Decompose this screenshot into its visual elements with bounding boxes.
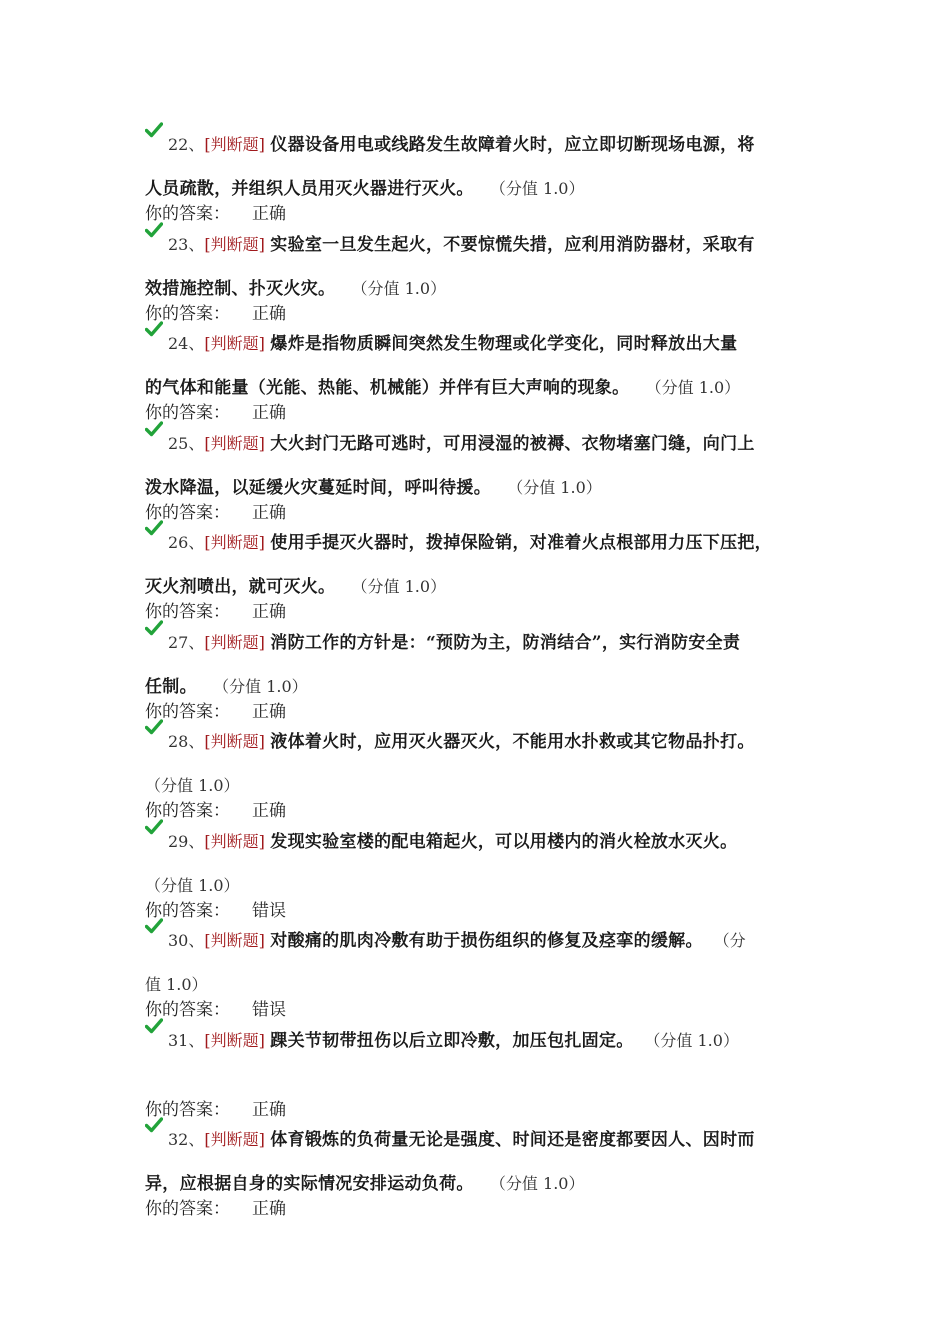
question-second-line [145, 873, 240, 899]
answer-label: 你的答案： [145, 1000, 230, 1020]
question-type-label: [判断题] [204, 633, 265, 652]
question-header [168, 928, 746, 954]
answer-value: 正确 [252, 204, 286, 224]
question-first-line [145, 530, 825, 556]
question-number: 28、 [168, 732, 205, 751]
question-score: （分值 1.0） [507, 478, 602, 497]
checkmark-icon [145, 1117, 163, 1133]
answer-label: 你的答案： [145, 801, 230, 821]
question-header [168, 829, 737, 855]
answer-label: 你的答案： [145, 1100, 230, 1120]
question-first-line [145, 331, 825, 357]
answer-value: 正确 [252, 304, 286, 324]
question-text-line2: 效措施控制、扑灭火灾。 [145, 279, 336, 299]
question-text-line1: 体育锻炼的负荷量无论是强度、时间还是密度都要因人、因时而 [270, 1130, 755, 1150]
question-score: （分值 1.0） [645, 378, 741, 397]
answer-value: 错误 [252, 1000, 286, 1020]
checkmark-icon [145, 1018, 163, 1034]
checkmark-icon [145, 222, 163, 238]
answer-line [145, 501, 286, 525]
question-text-line2: 人员疏散，并组织人员用灭火器进行灭火。 [145, 179, 474, 199]
question-first-line [145, 431, 825, 457]
answer-line [145, 401, 286, 425]
question-header [168, 331, 737, 357]
question-item [145, 530, 825, 626]
answer-line [145, 1098, 286, 1122]
question-number: 24、 [168, 334, 205, 353]
answer-line [145, 899, 286, 923]
question-number: 32、 [168, 1130, 205, 1149]
question-text-line2: 灭火剂喷出，就可灭火。 [145, 577, 336, 597]
question-score: （分值 1.0） [145, 876, 240, 895]
question-text-line1: 爆炸是指物质瞬间突然发生物理或化学变化，同时释放出大量 [270, 334, 738, 354]
question-first-line [145, 132, 825, 158]
question-text-line1: 液体着火时，应用灭火器灭火，不能用水扑救或其它物品扑打。 [270, 732, 755, 752]
question-text-line2: 的气体和能量（光能、热能、机械能）并伴有巨大声响的现象。 [145, 378, 630, 398]
question-item [145, 829, 825, 925]
answer-label: 你的答案： [145, 901, 230, 921]
question-type-label: [判断题] [204, 334, 265, 353]
checkmark-icon [145, 719, 163, 735]
question-item [145, 331, 825, 427]
question-item [145, 1127, 825, 1223]
question-text-line1: 使用手提灭火器时，拨掉保险销，对准着火点根部用力压下压把， [270, 533, 772, 553]
question-second-line [145, 972, 208, 998]
question-second-line [145, 773, 240, 799]
question-score: （分值 1.0） [644, 1031, 739, 1050]
answer-label: 你的答案： [145, 702, 230, 722]
question-text-line1: 大火封门无路可逃时，可用浸湿的被褥、衣物堵塞门缝，向门上 [270, 434, 755, 454]
answer-line [145, 202, 286, 226]
answer-value: 正确 [252, 503, 286, 523]
question-number: 29、 [168, 832, 205, 851]
question-number: 31、 [168, 1031, 205, 1050]
question-text-line1: 仪器设备用电或线路发生故障着火时，应立即切断现场电源，将 [270, 135, 755, 155]
question-header [168, 729, 755, 755]
checkmark-icon [145, 520, 163, 536]
question-type-label: [判断题] [204, 434, 265, 453]
question-score: （分值 1.0） [145, 776, 240, 795]
question-second-line [145, 475, 602, 501]
question-number: 22、 [168, 135, 205, 154]
answer-label: 你的答案： [145, 204, 230, 224]
answer-value: 正确 [252, 403, 286, 423]
question-first-line [145, 928, 825, 954]
question-text-line2: 异，应根据自身的实际情况安排运动负荷。 [145, 1174, 474, 1194]
question-type-label: [判断题] [204, 135, 265, 154]
question-first-line [145, 729, 825, 755]
question-number: 25、 [168, 434, 205, 453]
question-header [168, 1028, 739, 1054]
question-header [168, 232, 755, 258]
answer-label: 你的答案： [145, 602, 230, 622]
question-score: （分值 1.0） [351, 577, 447, 596]
answer-value: 正确 [252, 1100, 286, 1120]
question-text-line1: 踝关节韧带扭伤以后立即冷敷，加压包扎固定。 [270, 1031, 634, 1051]
answer-line [145, 799, 286, 823]
answer-value: 正确 [252, 702, 286, 722]
question-second-line [145, 276, 446, 302]
checkmark-icon [145, 819, 163, 835]
question-number: 26、 [168, 533, 205, 552]
question-first-line [145, 630, 825, 656]
question-score: （分值 1.0） [489, 179, 585, 198]
question-score: 值 1.0） [145, 975, 208, 994]
question-type-label: [判断题] [204, 1130, 265, 1149]
answer-value: 正确 [252, 801, 286, 821]
question-type-label: [判断题] [204, 931, 265, 950]
checkmark-icon [145, 421, 163, 437]
question-type-label: [判断题] [204, 1031, 265, 1050]
question-text-line1: 消防工作的方针是：“预防为主，防消结合”，实行消防安全责 [270, 633, 741, 653]
question-item [145, 232, 825, 328]
answer-value: 错误 [252, 901, 286, 921]
answer-value: 正确 [252, 1199, 286, 1219]
question-first-line [145, 829, 825, 855]
question-item [145, 928, 825, 1024]
answer-line [145, 700, 286, 724]
question-header [168, 1127, 755, 1153]
checkmark-icon [145, 620, 163, 636]
question-item [145, 1028, 825, 1124]
question-second-line [145, 674, 308, 700]
question-first-line [145, 1127, 825, 1153]
question-score: （分 [713, 931, 746, 950]
question-item [145, 729, 825, 825]
question-text-line2: 任制。 [145, 677, 197, 697]
question-header [168, 431, 755, 457]
question-type-label: [判断题] [204, 832, 265, 851]
question-header [168, 132, 755, 158]
question-first-line [145, 1028, 825, 1054]
question-second-line [145, 1171, 584, 1197]
answer-label: 你的答案： [145, 1199, 230, 1219]
question-item [145, 132, 825, 228]
question-text-line1: 对酸痛的肌肉冷敷有助于损伤组织的修复及痉挛的缓解。 [270, 931, 703, 951]
checkmark-icon [145, 321, 163, 337]
answer-line [145, 998, 286, 1022]
question-second-line [145, 176, 584, 202]
question-score: （分值 1.0） [489, 1174, 585, 1193]
checkmark-icon [145, 122, 163, 138]
answer-line [145, 600, 286, 624]
question-header [168, 630, 740, 656]
answer-label: 你的答案： [145, 403, 230, 423]
answer-label: 你的答案： [145, 304, 230, 324]
question-text-line1: 实验室一旦发生起火，不要惊慌失措，应利用消防器材，采取有 [270, 235, 755, 255]
question-item [145, 630, 825, 726]
question-text-line2: 泼水降温，以延缓火灾蔓延时间，呼叫待援。 [145, 478, 491, 498]
checkmark-icon [145, 918, 163, 934]
answer-value: 正确 [252, 602, 286, 622]
question-type-label: [判断题] [204, 732, 265, 751]
question-number: 23、 [168, 235, 205, 254]
question-text-line1: 发现实验室楼的配电箱起火，可以用楼内的消火栓放水灭火。 [270, 832, 738, 852]
question-second-line [145, 574, 446, 600]
question-type-label: [判断题] [204, 533, 265, 552]
question-number: 30、 [168, 931, 205, 950]
question-item [145, 431, 825, 527]
question-first-line [145, 232, 825, 258]
question-header [168, 530, 772, 556]
question-type-label: [判断题] [204, 235, 265, 254]
answer-label: 你的答案： [145, 503, 230, 523]
answer-line [145, 302, 286, 326]
question-score: （分值 1.0） [351, 279, 447, 298]
question-score: （分值 1.0） [213, 677, 308, 696]
answer-line [145, 1197, 286, 1221]
question-second-line [145, 375, 740, 401]
question-number: 27、 [168, 633, 205, 652]
